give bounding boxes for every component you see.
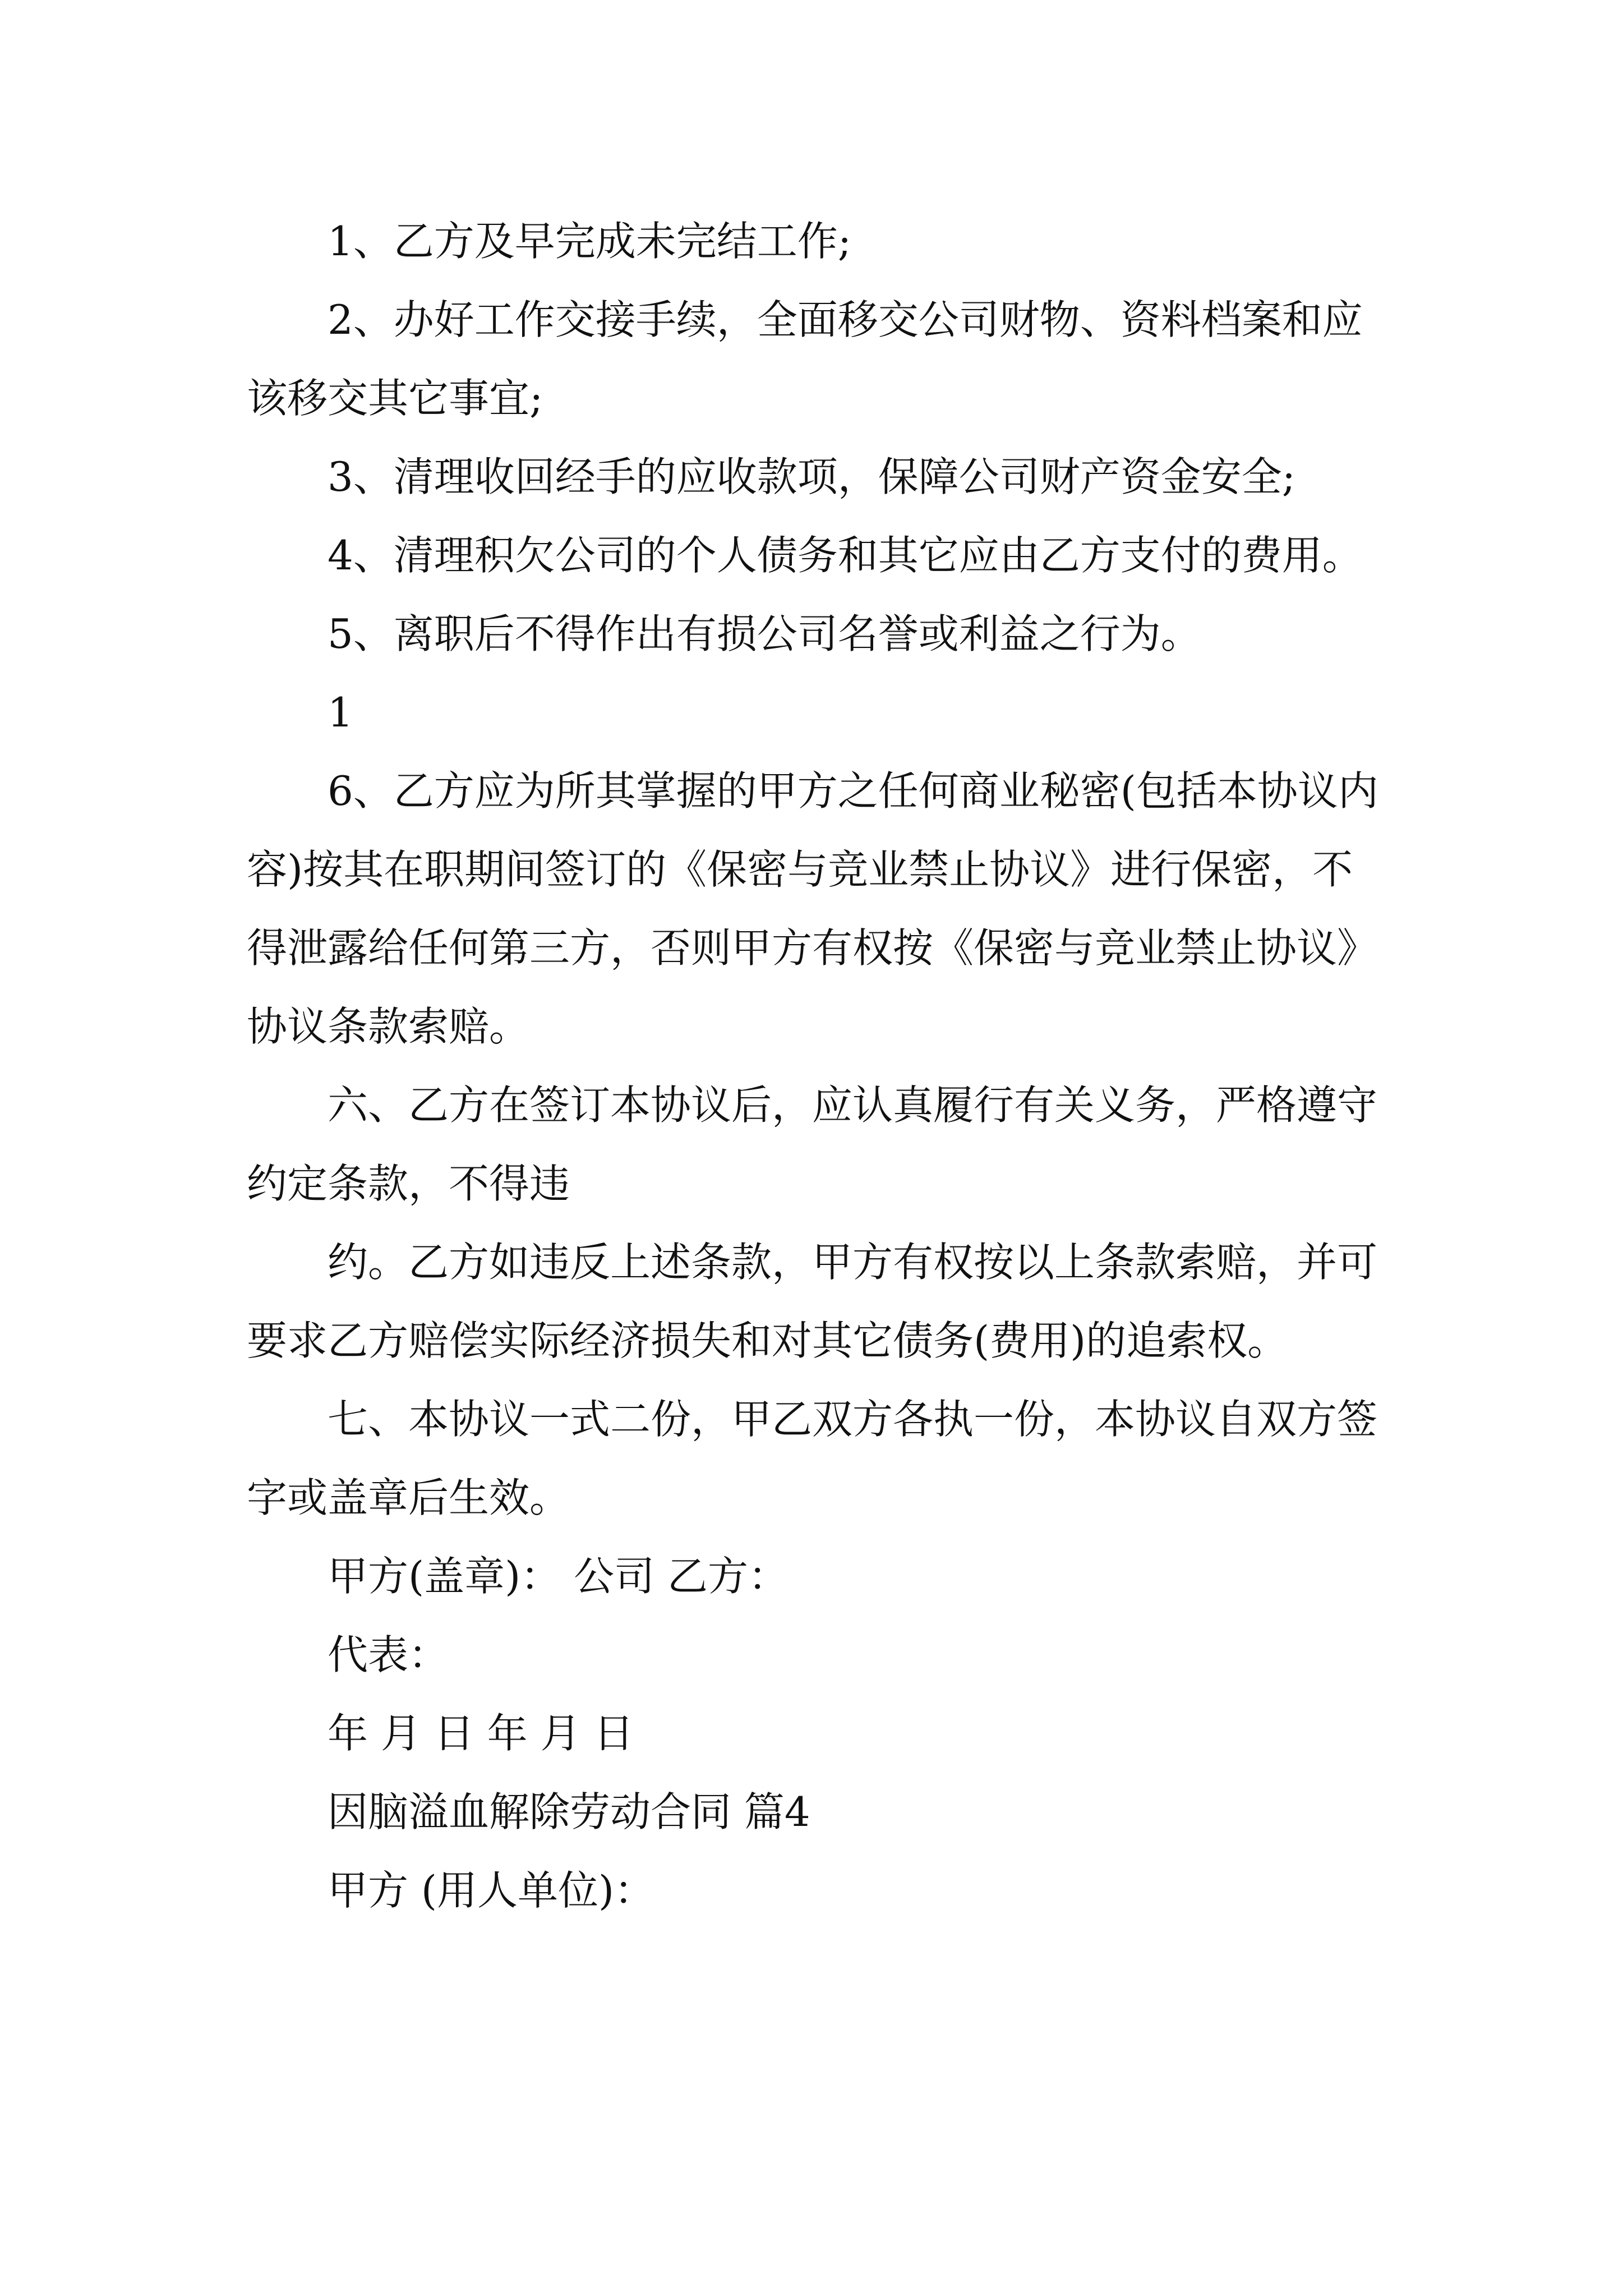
next-section-title: 因脑溢血解除劳动合同 篇4	[328, 1788, 810, 1835]
clause-2: 2、办好工作交接手续，全面移交公司财物、资料档案和应该移交其它事宜;	[247, 296, 1363, 422]
representative-line: 代表：	[328, 1631, 449, 1678]
page-number: 1	[328, 689, 353, 736]
clause-4: 4、清理积欠公司的个人债务和其它应由乙方支付的费用。	[328, 532, 1363, 579]
document-body	[247, 202, 1391, 1930]
clause-1: 1、乙方及早完成未完结工作;	[328, 218, 852, 265]
clause-5: 5、离职后不得作出有损公司名誉或利益之行为。	[328, 610, 1201, 657]
signature-party-line: 甲方(盖章)： 公司 乙方：	[328, 1553, 789, 1600]
clause-3: 3、清理收回经手的应收款项，保障公司财产资金安全;	[328, 453, 1296, 500]
party-a-label: 甲方 (用人单位)：	[328, 1867, 655, 1914]
date-line: 年 月 日 年 月 日	[328, 1710, 634, 1757]
section-six: 六、乙方在签订本协议后，应认真履行有关义务，严格遵守约定条款，不得违	[247, 1082, 1378, 1207]
section-seven: 七、本协议一式二份，甲乙双方各执一份，本协议自双方签字或盖章后生效。	[247, 1396, 1378, 1521]
section-six-continued: 约。乙方如违反上述条款，甲方有权按以上条款索赔，并可要求乙方赔偿实际经济损失和对其它债务(费用)的追索权。	[247, 1239, 1378, 1364]
clause-6: 6、乙方应为所其掌握的甲方之任何商业秘密(包括本协议内容)按其在职期间签订的《保密与竞业禁止协议》进行保密，不得泄露给任何第三方，否则甲方有权按《保密与竞业禁止协议》协议条款索赔。	[247, 767, 1378, 1050]
